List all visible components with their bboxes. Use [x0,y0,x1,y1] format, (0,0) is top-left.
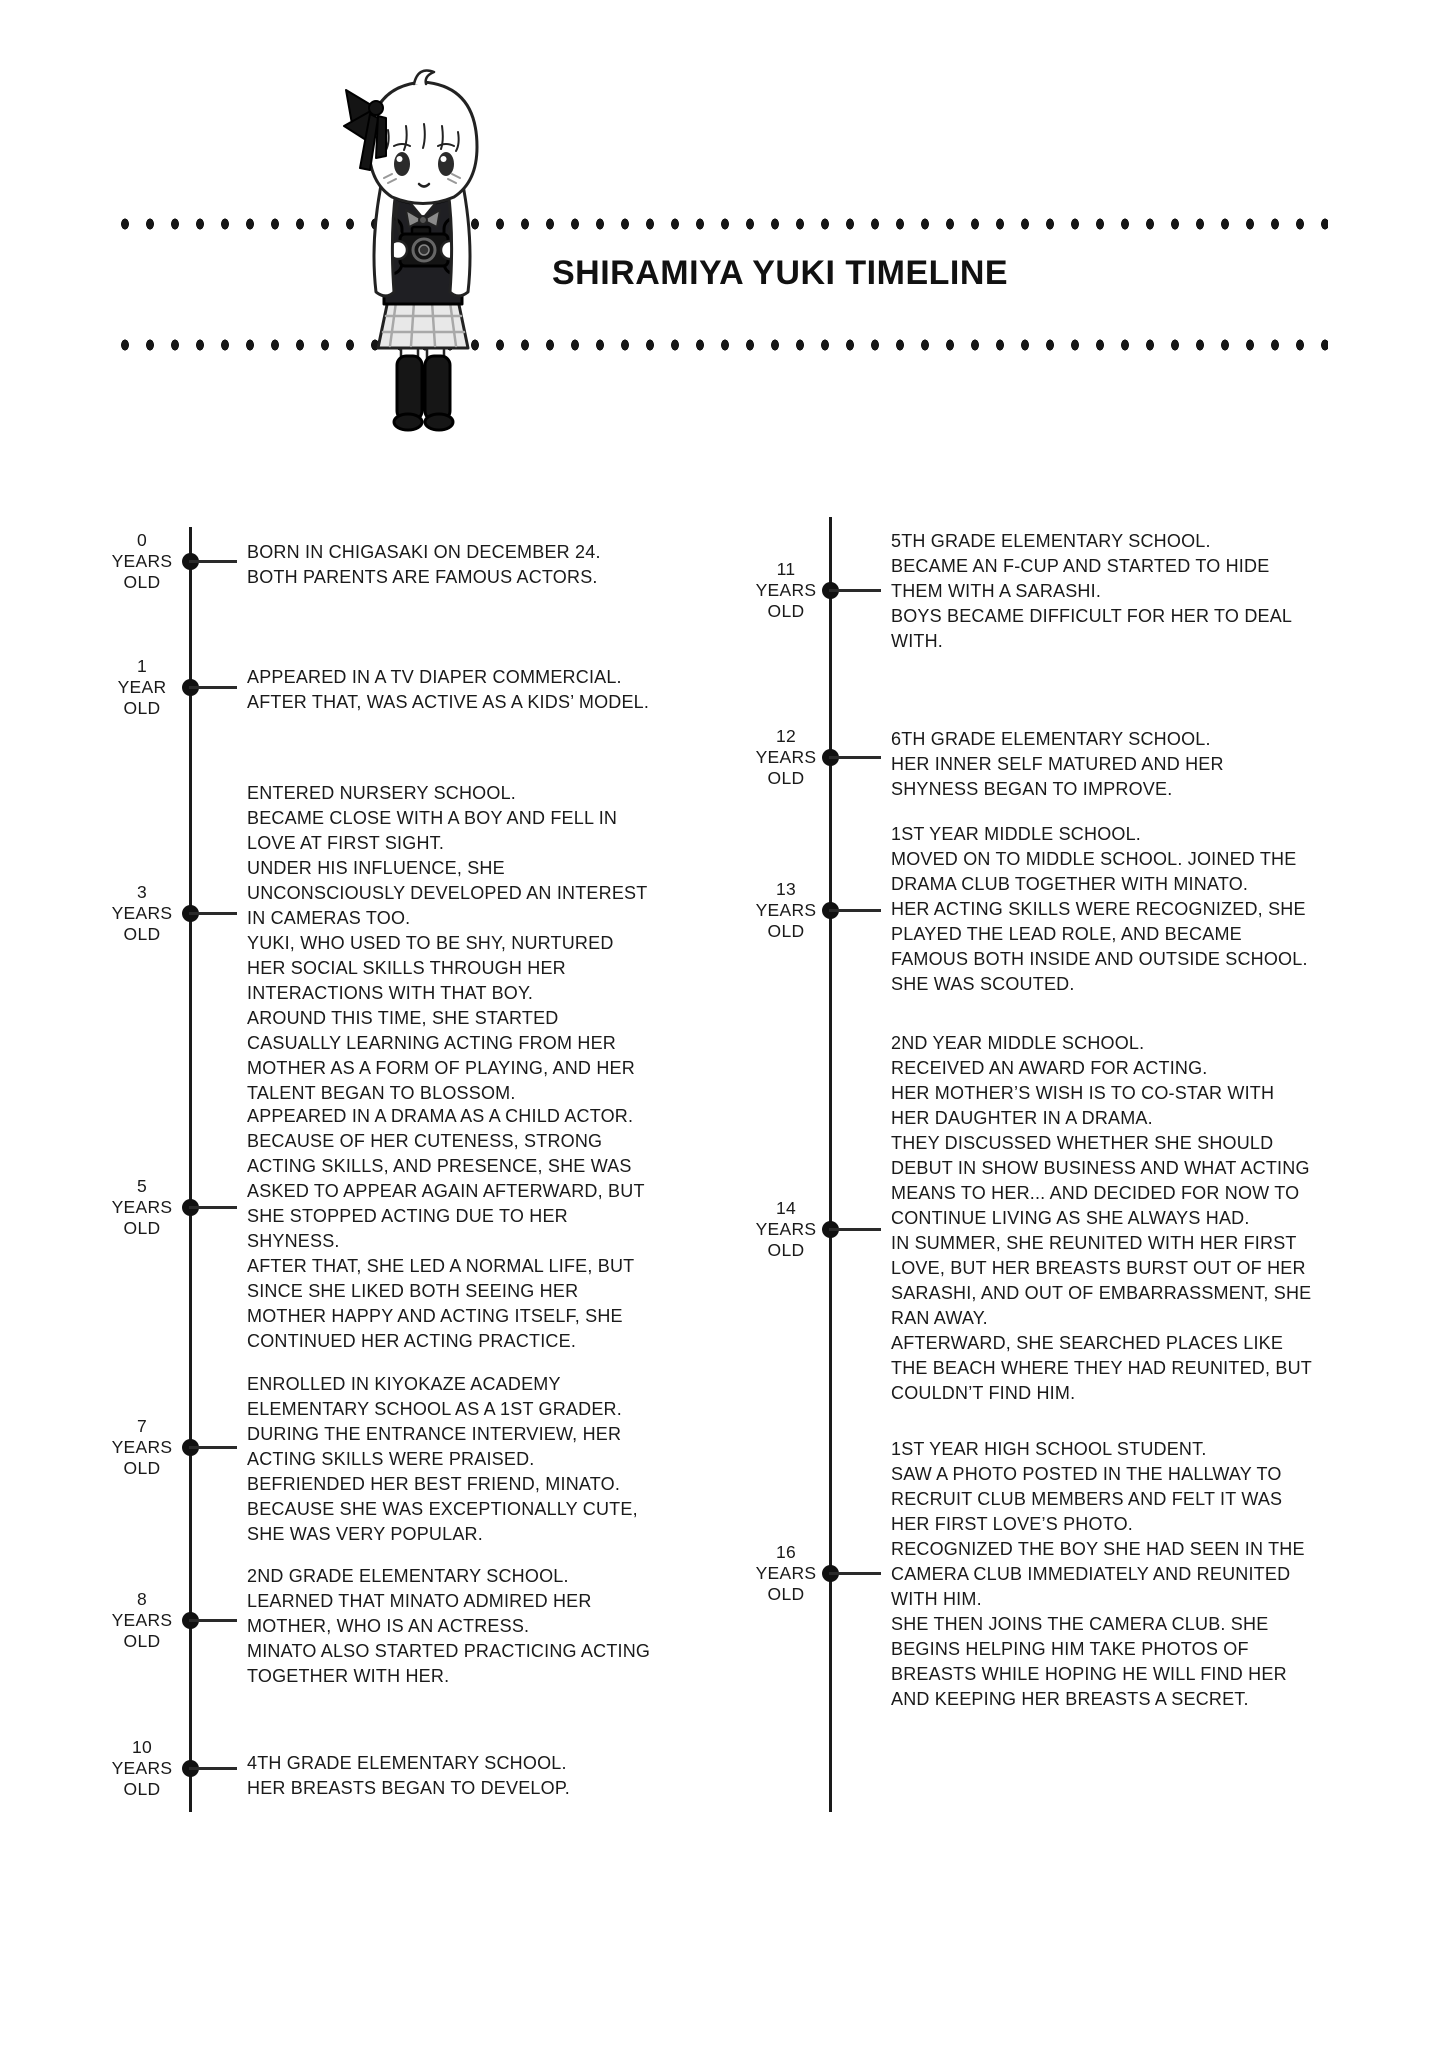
dotted-divider-top [113,218,1328,230]
entry-sentence: 1ST YEAR MIDDLE SCHOOL. [891,824,1142,844]
age-label-line: OLD [123,1779,161,1799]
timeline-connector [829,756,881,759]
entry-sentence: SHE THEN JOINS THE CAMERA CLUB. SHE BEGINS HELPING HIM TAKE PHOTOS OF BREASTS WHILE HOPING HE WILL FIND HER AND KEEPING HER BREASTS A SECRET. [891,1614,1287,1709]
age-label-10 [87,1737,197,1800]
age-label-line: OLD [767,1240,805,1260]
entry-sentence: HER INNER SELF MATURED AND HER SHYNESS BEGAN TO IMPROVE. [891,754,1224,799]
age-label-line: YEARS [111,551,173,571]
boot-left [397,356,422,420]
timeline-connector [189,1767,237,1770]
timeline-connector [189,1446,237,1449]
entry-text-16 [891,1437,1315,1712]
age-label-line: 13 [775,879,797,899]
page-title: SHIRAMIYA YUKI TIMELINE [552,254,1009,292]
entry-sentence: 1ST YEAR HIGH SCHOOL STUDENT. [891,1439,1207,1459]
timeline-connector [189,560,237,563]
entry-text-13 [891,822,1315,997]
entry-sentence: BECAUSE OF HER CUTENESS, STRONG ACTING SKILLS, AND PRESENCE, SHE WAS ASKED TO APPEAR AGAIN AFTERWARD, BUT SHE STOPPED ACTING DUE TO HER SHYNESS. [247,1131,645,1251]
entry-text-0 [247,540,657,590]
entry-sentence: 6TH GRADE ELEMENTARY SCHOOL. [891,729,1211,749]
entry-sentence: LEARNED THAT MINATO ADMIRED HER MOTHER, WHO IS AN ACTRESS. [247,1591,592,1636]
age-label-line: OLD [123,1458,161,1478]
timeline-connector [189,912,237,915]
boot-right [425,356,450,420]
age-label-0 [87,530,197,593]
entry-sentence: AROUND THIS TIME, SHE STARTED CASUALLY LEARNING ACTING FROM HER MOTHER AS A FORM OF PLAYING, AND HER TALENT BEGAN TO BLOSSOM. [247,1008,635,1103]
age-label-line: OLD [123,1218,161,1238]
age-label-line: OLD [123,1631,161,1651]
entry-sentence: MINATO ALSO STARTED PRACTICING ACTING TOGETHER WITH HER. [247,1641,651,1686]
boot-foot-left [394,414,422,430]
timeline-connector [189,686,237,689]
entry-sentence: 2ND GRADE ELEMENTARY SCHOOL. [247,1566,569,1586]
entry-sentence: RECOGNIZED THE BOY SHE HAD SEEN IN THE CAMERA CLUB IMMEDIATELY AND REUNITED WITH HIM. [891,1539,1305,1609]
dotted-divider-bottom [113,339,1328,351]
chibi-character-illustration [336,50,508,440]
entry-sentence: UNDER HIS INFLUENCE, SHE UNCONSCIOUSLY DEVELOPED AN INTEREST IN CAMERAS TOO. [247,858,648,928]
entry-sentence: BEFRIENDED HER BEST FRIEND, MINATO. [247,1474,621,1494]
entry-sentence: HER BREASTS BEGAN TO DEVELOP. [247,1778,570,1798]
eye-right [438,152,454,176]
entry-text-3 [247,781,657,1106]
age-label-line: YEARS [755,580,817,600]
timeline-connector [829,589,881,592]
timeline-connector [829,1228,881,1231]
entry-sentence: IN SUMMER, SHE REUNITED WITH HER FIRST LOVE, BUT HER BREASTS BURST OUT OF HER SARASHI, AND OUT OF EMBARRASSMENT, SHE RAN AWAY. [891,1233,1312,1328]
age-label-line: 1 [136,656,148,676]
entry-text-12 [891,727,1315,802]
entry-text-10 [247,1751,657,1801]
entry-sentence: BOTH PARENTS ARE FAMOUS ACTORS. [247,567,598,587]
entry-sentence: AFTERWARD, SHE SEARCHED PLACES LIKE THE BEACH WHERE THEY HAD REUNITED, BUT COULDN’T FIND HIM. [891,1333,1312,1403]
entry-sentence: RECEIVED AN AWARD FOR ACTING. [891,1058,1208,1078]
entry-sentence: 2ND YEAR MIDDLE SCHOOL. [891,1033,1145,1053]
entry-sentence: HER ACTING SKILLS WERE RECOGNIZED, SHE PLAYED THE LEAD ROLE, AND BECAME FAMOUS BOTH INSIDE AND OUTSIDE SCHOOL. [891,899,1308,969]
entry-sentence: 4TH GRADE ELEMENTARY SCHOOL. [247,1753,567,1773]
age-label-line: OLD [123,572,161,592]
hair-bow [344,90,386,170]
entry-sentence: 5TH GRADE ELEMENTARY SCHOOL. [891,531,1211,551]
timeline-axis-right [829,517,832,1812]
entry-sentence: HER MOTHER’S WISH IS TO CO-STAR WITH HER DAUGHTER IN A DRAMA. [891,1083,1275,1128]
age-label-line: 7 [136,1416,148,1436]
entry-sentence: ENTERED NURSERY SCHOOL. [247,783,516,803]
entry-sentence: APPEARED IN A TV DIAPER COMMERCIAL. [247,667,622,687]
age-label-5 [87,1176,197,1239]
timeline-connector [829,1572,881,1575]
entry-sentence: BOYS BECAME DIFFICULT FOR HER TO DEAL WITH. [891,606,1292,651]
entry-sentence: BECAME CLOSE WITH A BOY AND FELL IN LOVE AT FIRST SIGHT. [247,808,618,853]
ribbon-knot [419,216,427,224]
age-label-7 [87,1416,197,1479]
age-label-line: YEARS [755,747,817,767]
age-label-line: YEARS [111,1437,173,1457]
entry-text-11 [891,529,1315,654]
eye-left [394,152,410,176]
age-label-line: YEARS [755,1219,817,1239]
entry-sentence: DURING THE ENTRANCE INTERVIEW, HER ACTING SKILLS WERE PRAISED. [247,1424,622,1469]
entry-text-5 [247,1104,657,1354]
age-label-line: YEARS [111,1758,173,1778]
age-label-line: 0 [136,530,148,550]
age-label-1 [87,656,197,719]
age-label-line: OLD [767,1584,805,1604]
age-label-line: YEARS [111,1610,173,1630]
age-label-8 [87,1589,197,1652]
age-label-line: YEAR [117,677,167,697]
entry-sentence: BECAUSE SHE WAS EXCEPTIONALLY CUTE, SHE WAS VERY POPULAR. [247,1499,638,1544]
timeline-connector [189,1619,237,1622]
entry-sentence: THEY DISCUSSED WHETHER SHE SHOULD DEBUT IN SHOW BUSINESS AND WHAT ACTING MEANS TO HER... AND DECIDED FOR NOW TO CONTINUE LIVING AS SHE ALWAYS HAD. [891,1133,1310,1228]
camera-lens-inner [419,245,429,255]
entry-sentence: SHE WAS SCOUTED. [891,974,1075,994]
age-label-line: YEARS [111,1197,173,1217]
entry-text-14 [891,1031,1315,1406]
entry-sentence: ENROLLED IN KIYOKAZE ACADEMY ELEMENTARY SCHOOL AS A 1ST GRADER. [247,1374,622,1419]
entry-sentence: YUKI, WHO USED TO BE SHY, NURTURED HER SOCIAL SKILLS THROUGH HER INTERACTIONS WITH THAT BOY. [247,933,614,1003]
age-label-3 [87,882,197,945]
age-label-line: 16 [775,1542,797,1562]
age-label-line: 5 [136,1176,148,1196]
age-label-line: 3 [136,882,148,902]
entry-text-8 [247,1564,657,1689]
entry-sentence: BECAME AN F-CUP AND STARTED TO HIDE THEM WITH A SARASHI. [891,556,1270,601]
age-label-line: 10 [131,1737,153,1757]
entry-sentence: APPEARED IN A DRAMA AS A CHILD ACTOR. [247,1106,634,1126]
age-label-line: OLD [767,921,805,941]
timeline-connector [189,1206,237,1209]
boot-foot-right [425,414,453,430]
entry-text-1 [247,665,657,715]
timeline-connector [829,909,881,912]
age-label-line: YEARS [755,1563,817,1583]
entry-sentence: MOVED ON TO MIDDLE SCHOOL. JOINED THE DRAMA CLUB TOGETHER WITH MINATO. [891,849,1297,894]
entry-sentence: AFTER THAT, WAS ACTIVE AS A KIDS’ MODEL. [247,692,650,712]
entry-sentence: BORN IN CHIGASAKI ON DECEMBER 24. [247,542,601,562]
age-label-line: OLD [123,924,161,944]
age-label-line: YEARS [111,903,173,923]
age-label-line: 8 [136,1589,148,1609]
age-label-line: 14 [775,1198,797,1218]
age-label-line: 12 [775,726,797,746]
age-label-line: OLD [767,768,805,788]
entry-sentence: SAW A PHOTO POSTED IN THE HALLWAY TO RECRUIT CLUB MEMBERS AND FELT IT WAS HER FIRST LOVE’S PHOTO. [891,1464,1283,1534]
entry-text-7 [247,1372,657,1547]
age-label-line: OLD [123,698,161,718]
age-label-line: YEARS [755,900,817,920]
age-label-line: 11 [776,559,796,579]
entry-sentence: AFTER THAT, SHE LED A NORMAL LIFE, BUT SINCE SHE LIKED BOTH SEEING HER MOTHER HAPPY AND ACTING ITSELF, SHE CONTINUED HER ACTING PRACTICE. [247,1256,635,1351]
age-label-line: OLD [767,601,805,621]
